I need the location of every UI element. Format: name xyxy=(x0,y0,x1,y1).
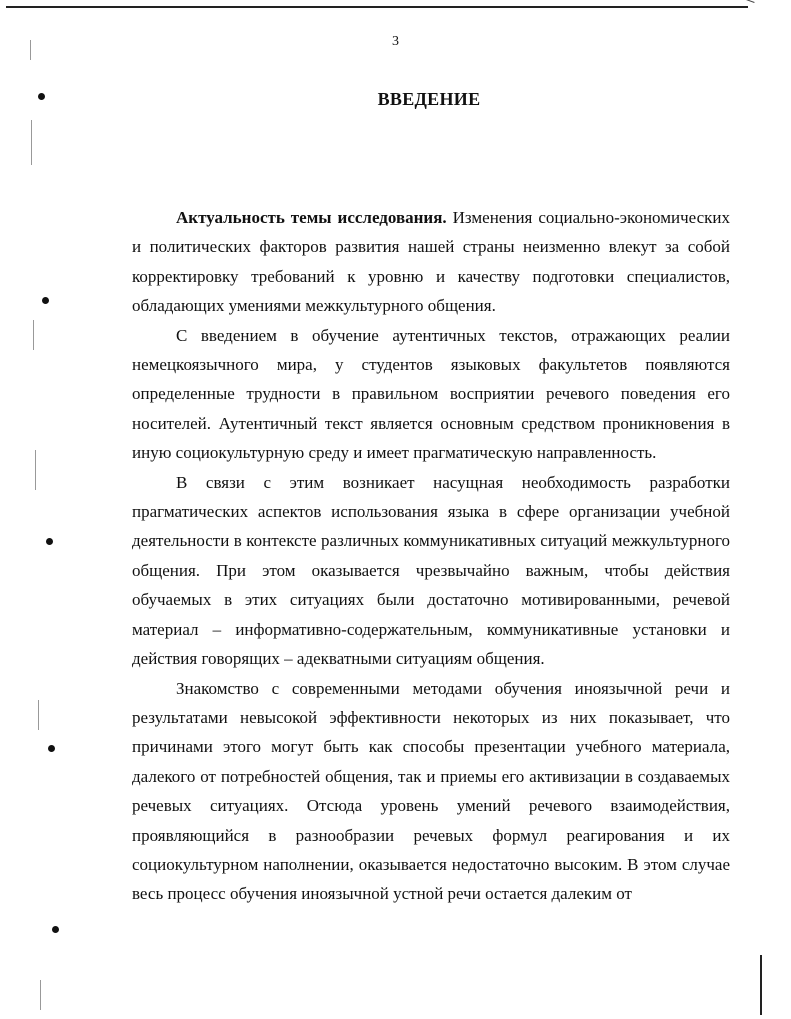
scan-edge-artifact xyxy=(31,120,32,165)
body-text xyxy=(132,203,730,909)
scan-edge-artifact xyxy=(33,320,34,350)
top-border-line xyxy=(6,6,748,8)
page-title: ВВЕДЕНИЕ xyxy=(377,89,481,109)
binder-hole-mark xyxy=(52,926,59,933)
binder-hole-mark xyxy=(48,745,55,752)
scan-right-edge xyxy=(760,955,762,1015)
binder-hole-mark xyxy=(42,297,49,304)
page-number: 3 xyxy=(392,34,399,49)
lead-term: Актуальность темы исследования. xyxy=(176,208,447,227)
scan-edge-artifact xyxy=(38,700,39,730)
binder-hole-mark xyxy=(46,538,53,545)
paragraph: Знакомство с современными методами обучения иноязычной речи и результатами невысокой эффективности некоторых из них показывает, что причинами этого могут быть как способы презентации учебного материала, далекого от потребностей общения, так и приемы его активизации в создаваемых речевых ситуациях. Отсюда уровень умений речевого взаимодействия, проявляющийся в разнообразии речевых формул реагирования и их социокультурном наполнении, оказывается недостаточно высоким. В этом случае весь процесс обучения иноязычной устной речи остается далеким от xyxy=(132,678,730,904)
corner-mark xyxy=(741,0,754,12)
paragraph: В связи с этим возникает насущная необходимость разработки прагматических аспектов использования языка в сфере организации учебной деятельности в контексте различных коммуникативных ситуаций межкультурного общения. При этом оказывается чрезвычайно важным, чтобы действия обучаемых в этих ситуациях были достаточно мотивированными, речевой материал – информативно-содержательным, коммуникативные установки и действия говорящих – адекватными ситуациям общения. xyxy=(132,472,730,669)
scan-edge-artifact xyxy=(40,980,41,1010)
scan-edge-artifact xyxy=(35,450,36,490)
paragraph xyxy=(132,203,730,321)
paragraph-text: Изменения социально-экономических и политических факторов развития нашей страны неизменно влекут за собой корректировку требований к уровню и качеству подготовки специалистов, обладающих умениями межкультурного общения. xyxy=(132,208,731,316)
paragraph: С введением в обучение аутентичных текстов, отражающих реалии немецкоязычного мира, у студентов языковых факультетов появляются определенные трудности в правильном восприятии речевого поведения его носителей. Аутентичный текст является основным средством проникновения в иную социокультурную среду и имеет прагматическую направленность. xyxy=(132,325,730,463)
